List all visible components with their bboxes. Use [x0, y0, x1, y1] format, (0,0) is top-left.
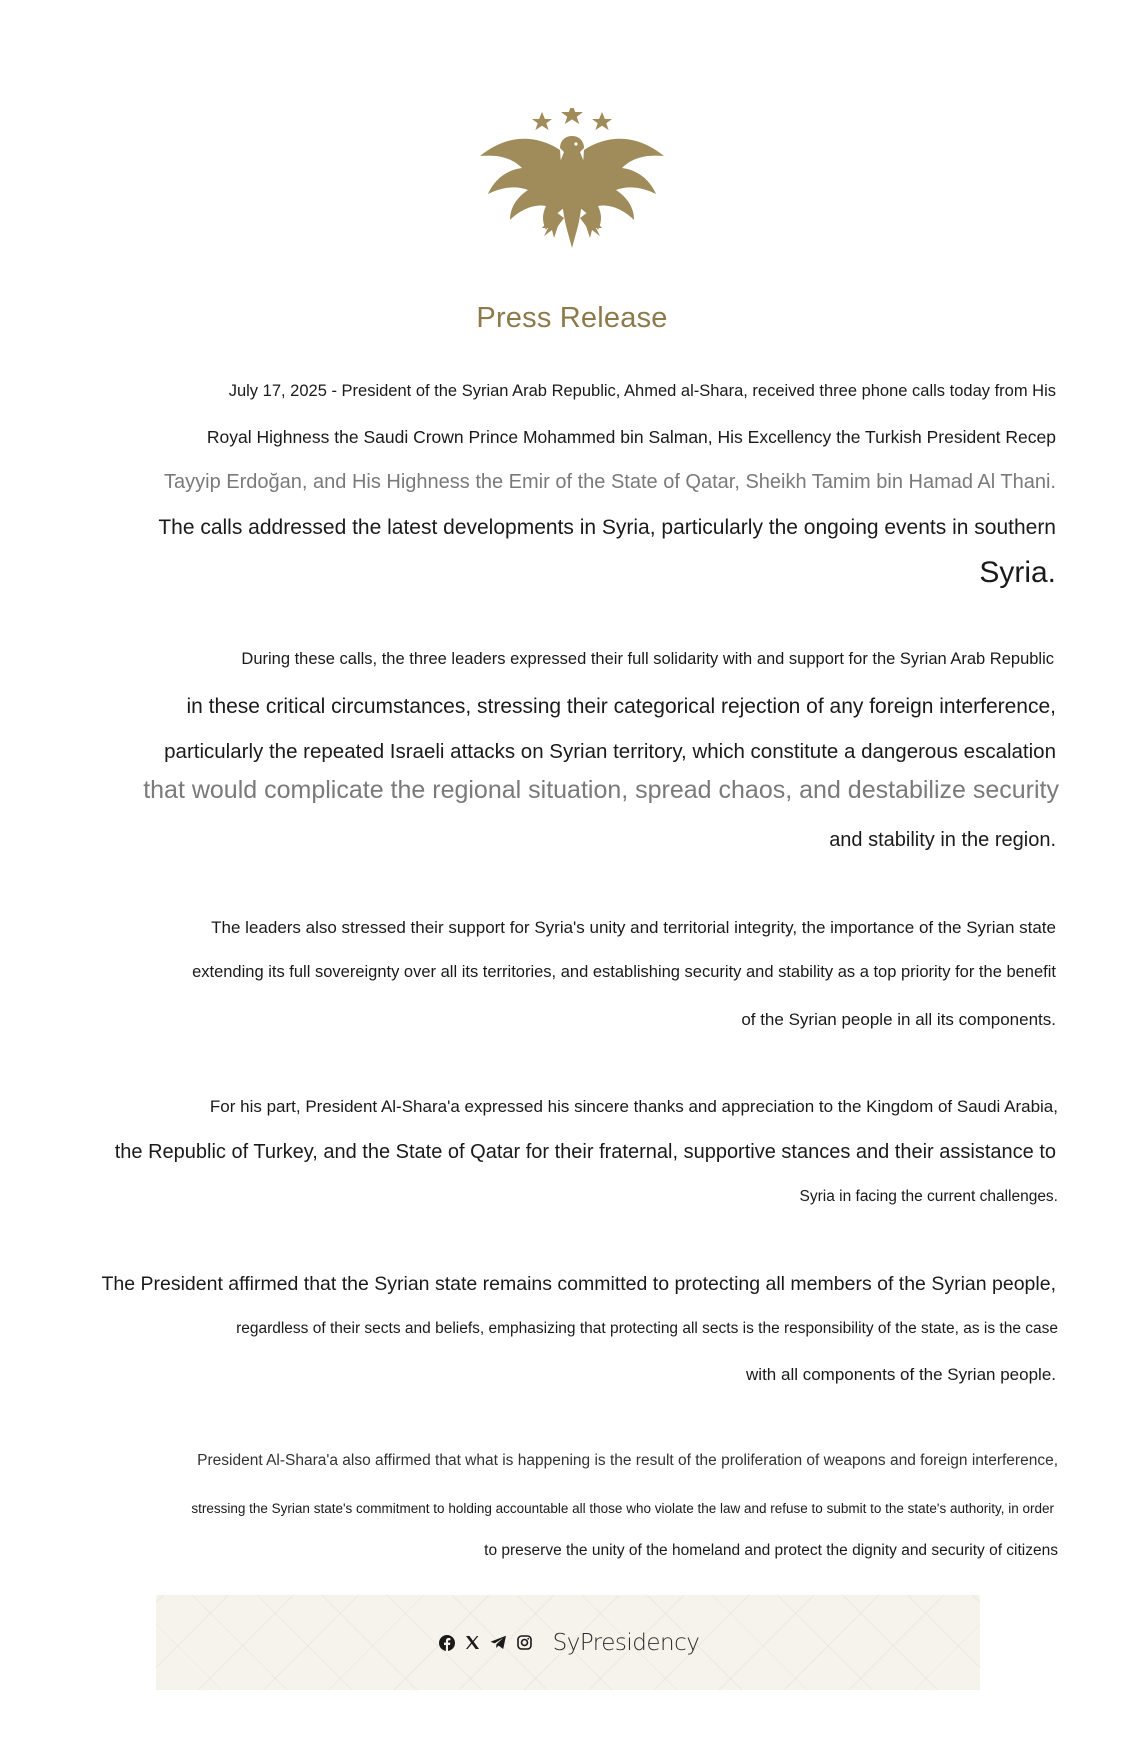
- telegram-icon[interactable]: [489, 1633, 509, 1653]
- brand-name: SyPresidency: [552, 1629, 700, 1656]
- paragraph-line: The calls addressed the latest developments in Syria, particularly the ongoing events in southern: [158, 516, 1056, 539]
- instagram-icon[interactable]: [515, 1633, 535, 1653]
- footer-banner: [156, 1595, 980, 1690]
- paragraph-line: the Republic of Turkey, and the State of Qatar for their fraternal, supportive stances and their assistance to: [114, 1141, 1056, 1163]
- paragraph-line: and stability in the region.: [829, 829, 1056, 851]
- paragraph-line: July 17, 2025 - President of the Syrian Arab Republic, Ahmed al-Shara, received three phone calls today from His: [228, 382, 1056, 400]
- paragraph-line: extending its full sovereignty over all its territories, and establishing security and stability as a top priority for the benefit: [192, 963, 1056, 981]
- x-icon[interactable]: [463, 1633, 483, 1653]
- paragraph-line: Syria in facing the current challenges.: [799, 1188, 1058, 1205]
- eagle-emblem-icon: [472, 108, 672, 258]
- paragraph-line: with all components of the Syrian people.: [746, 1365, 1056, 1384]
- paragraph-line: During these calls, the three leaders expressed their full solidarity with and support for the Syrian Arab Republic: [241, 650, 1054, 668]
- paragraph-line: of the Syrian people in all its components.: [741, 1010, 1056, 1029]
- paragraph-line: President Al-Shara'a also affirmed that what is happening is the result of the proliferation of weapons and foreign interference,: [197, 1452, 1058, 1469]
- paragraph-line: that would complicate the regional situation, spread chaos, and destabilize security: [143, 776, 1059, 804]
- paragraph-line: stressing the Syrian state's commitment to holding accountable all those who violate the law and refuse to submit to the state's authority, in order: [191, 1501, 1054, 1516]
- paragraph-line: Syria.: [979, 556, 1056, 589]
- paragraph-line: The leaders also stressed their support for Syria's unity and territorial integrity, the importance of the Syrian state: [211, 918, 1056, 937]
- paragraph-line: in these critical circumstances, stressing their categorical rejection of any foreign interference,: [186, 695, 1056, 718]
- paragraph-line: particularly the repeated Israeli attacks on Syrian territory, which constitute a dangerous escalation: [164, 740, 1056, 763]
- page-title: Press Release: [476, 302, 668, 334]
- paragraph-line: Royal Highness the Saudi Crown Prince Mohammed bin Salman, His Excellency the Turkish President Recep: [206, 427, 1056, 447]
- paragraph-line: regardless of their sects and beliefs, emphasizing that protecting all sects is the responsibility of the state, as is the case: [236, 1320, 1058, 1337]
- paragraph-line: Tayyip Erdoğan, and His Highness the Emir of the State of Qatar, Sheikh Tamim bin Hamad Al Thani.: [164, 471, 1056, 493]
- paragraph-line: The President affirmed that the Syrian state remains committed to protecting all members of the Syrian people,: [101, 1273, 1056, 1295]
- facebook-icon[interactable]: [437, 1633, 457, 1653]
- paragraph-line: to preserve the unity of the homeland and protect the dignity and security of citizens: [484, 1542, 1058, 1559]
- paragraph-line: For his part, President Al-Shara'a expressed his sincere thanks and appreciation to the Kingdom of Saudi Arabia,: [209, 1097, 1058, 1116]
